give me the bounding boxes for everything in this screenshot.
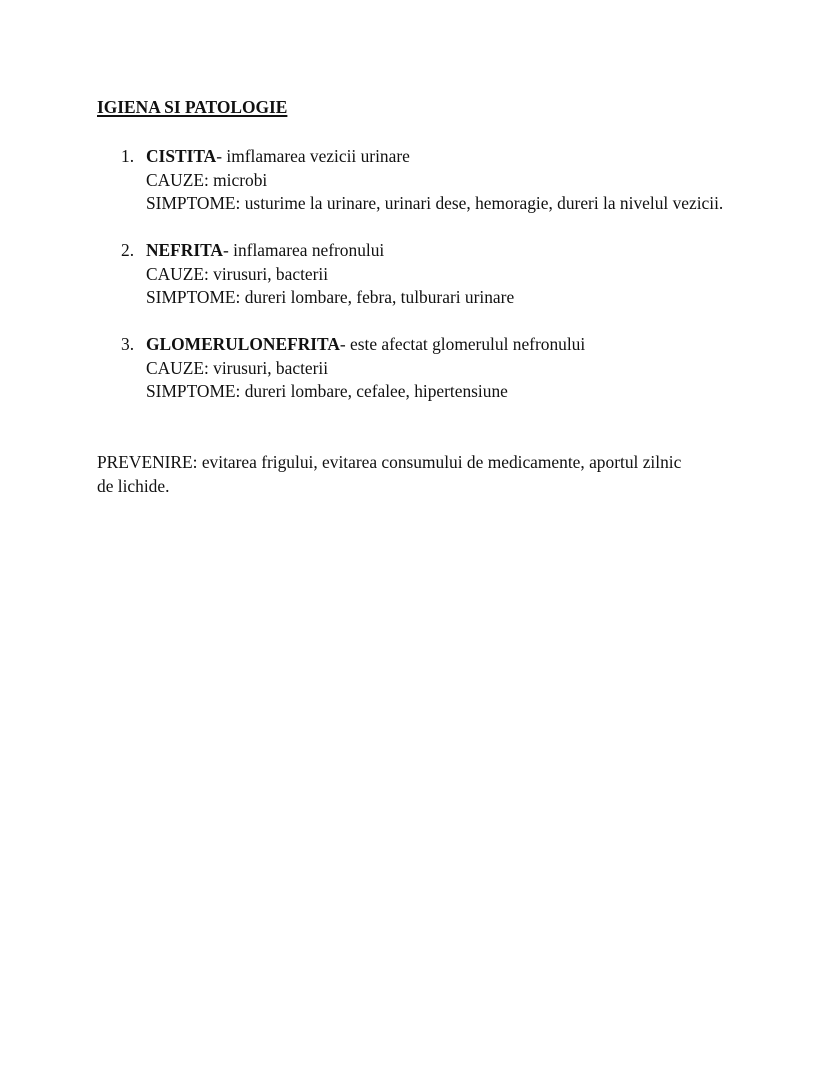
item-heading [146, 239, 737, 263]
list-item-nefrita [97, 239, 737, 310]
disease-definition: - este afectat glomerulul nefronului [339, 334, 586, 354]
disease-definition: - imflamarea vezicii urinare [216, 146, 410, 166]
list-item-cistita [97, 145, 737, 216]
list-item-number: 3. [121, 334, 135, 354]
disease-term: NEFRITA [146, 240, 223, 260]
list-item-glomerulonefrita [97, 333, 737, 404]
item-heading [146, 333, 737, 357]
disease-causes: CAUZE: microbi [146, 169, 268, 190]
document-title: IGIENA SI PATOLOGIE [97, 97, 288, 117]
disease-term: CISTITA [146, 146, 217, 166]
disease-term: GLOMERULONEFRITA [146, 334, 340, 354]
disease-list [97, 145, 737, 427]
disease-symptoms: SIMPTOME: dureri lombare, cefalee, hipertensiune [146, 381, 508, 401]
list-item-number: 2. [121, 240, 135, 260]
list-item-number: 1. [121, 146, 135, 166]
disease-causes: CAUZE: virusuri, bacterii [146, 263, 329, 284]
prevention-paragraph: PREVENIRE: evitarea frigului, evitarea consumului de medicamente, aportul zilnic de lichide. [97, 452, 682, 496]
item-heading [146, 145, 737, 169]
disease-symptoms: SIMPTOME: usturime la urinare, urinari dese, hemoragie, dureri la nivelul vezicii. [146, 193, 724, 213]
disease-definition: - inflamarea nefronului [222, 240, 385, 260]
disease-causes: CAUZE: virusuri, bacterii [146, 357, 329, 378]
disease-symptoms: SIMPTOME: dureri lombare, febra, tulburari urinare [146, 287, 515, 307]
